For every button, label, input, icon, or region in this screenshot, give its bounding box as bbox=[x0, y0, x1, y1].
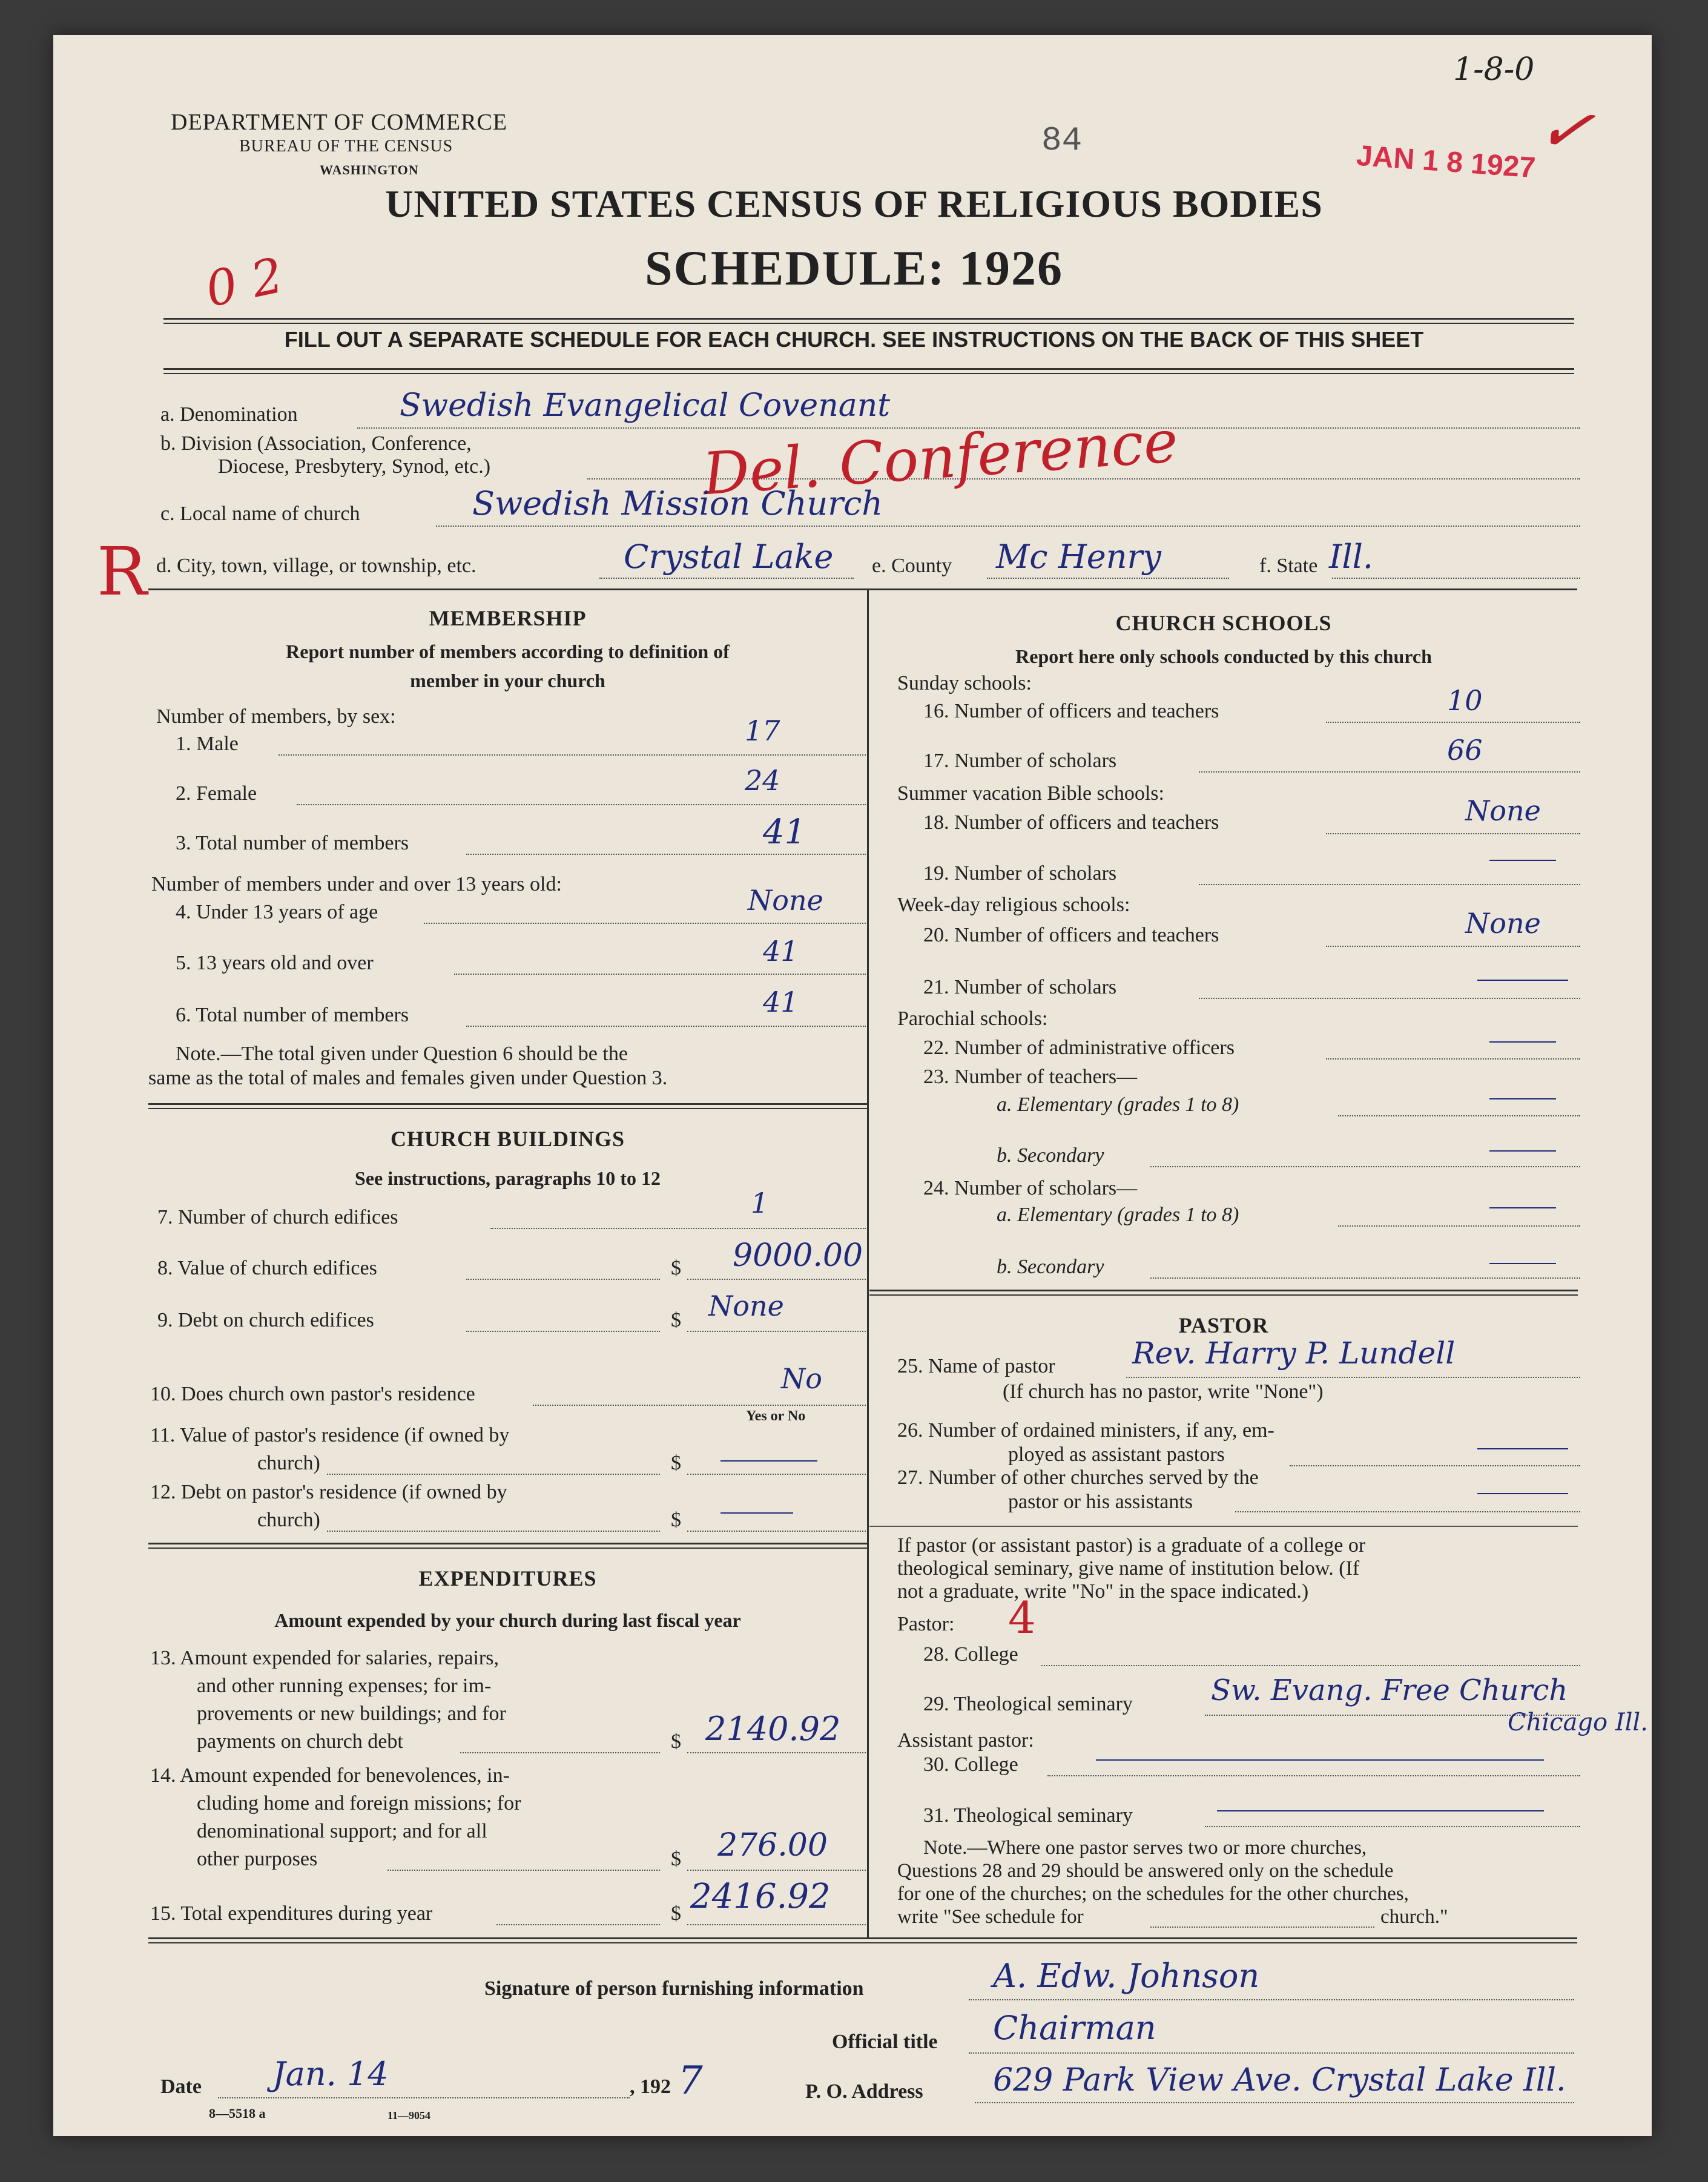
q29-label: 29. Theological seminary bbox=[923, 1693, 1133, 1715]
form-title: UNITED STATES CENSUS OF RELIGIOUS BODIES bbox=[385, 182, 1323, 225]
q14-value[interactable]: 276.00 bbox=[717, 1827, 828, 1864]
division-value[interactable]: Del. Conference bbox=[701, 407, 1180, 509]
q2-value[interactable]: 24 bbox=[745, 764, 780, 797]
q18-label: 18. Number of officers and teachers bbox=[923, 811, 1219, 834]
q13-label: 13. Amount expended for salaries, repairs, bbox=[150, 1647, 499, 1669]
schools-heading: CHURCH SCHOOLS bbox=[1115, 611, 1332, 635]
date-value[interactable]: Jan. 14 bbox=[272, 2055, 389, 2093]
q11-dollar: $ bbox=[671, 1452, 681, 1474]
q1-label: 1. Male bbox=[176, 733, 239, 755]
q24a-label: a. Elementary (grades 1 to 8) bbox=[997, 1204, 1239, 1226]
expenditures-intro: Amount expended by your church during last fiscal year bbox=[274, 1609, 741, 1631]
q25-label: 25. Name of pastor bbox=[897, 1355, 1055, 1377]
department-label: DEPARTMENT OF COMMERCE bbox=[171, 110, 508, 135]
q17-value[interactable]: 66 bbox=[1447, 734, 1483, 766]
q16-label: 16. Number of officers and teachers bbox=[923, 700, 1219, 722]
city-town-value[interactable]: Crystal Lake bbox=[624, 538, 834, 576]
q23a-dash bbox=[1489, 1098, 1556, 1099]
division-label: b. Division (Association, Conference, bbox=[160, 432, 472, 455]
r-mark: R bbox=[97, 533, 147, 610]
q13-label-4: payments on church debt bbox=[197, 1730, 403, 1753]
q31-dash bbox=[1217, 1810, 1544, 1811]
q24b-dash bbox=[1489, 1263, 1556, 1264]
weekday-schools-label: Week-day religious schools: bbox=[897, 894, 1130, 916]
signature-value[interactable]: A. Edw. Johnson bbox=[993, 1957, 1260, 1995]
q3-value[interactable]: 41 bbox=[763, 812, 806, 852]
summer-schools-label: Summer vacation Bible schools: bbox=[897, 782, 1164, 805]
state-label: f. State bbox=[1259, 555, 1318, 577]
graduate-instruction-3: not a graduate, write "No" in the space indicated.) bbox=[897, 1580, 1309, 1603]
q19-dash bbox=[1489, 860, 1556, 861]
official-title-value[interactable]: Chairman bbox=[993, 2009, 1156, 2047]
q23b-label: b. Secondary bbox=[997, 1144, 1104, 1167]
q3-label: 3. Total number of members bbox=[176, 832, 409, 854]
q28-label: 28. College bbox=[923, 1643, 1018, 1666]
q1-value[interactable]: 17 bbox=[745, 714, 780, 747]
sunday-schools-label: Sunday schools: bbox=[897, 672, 1032, 694]
q20-value[interactable]: None bbox=[1465, 907, 1541, 940]
pastor-note-4: write "See schedule for bbox=[897, 1906, 1084, 1928]
q8-dollar: $ bbox=[671, 1257, 681, 1279]
q29-value-location[interactable]: Chicago Ill. bbox=[1508, 1709, 1648, 1736]
q24-label: 24. Number of scholars— bbox=[923, 1177, 1138, 1199]
q7-value[interactable]: 1 bbox=[751, 1187, 769, 1219]
red-mark: 0 2 bbox=[200, 246, 288, 318]
form-number: 8—5518 a bbox=[209, 2106, 266, 2121]
assistant-pastor-subheading: Assistant pastor: bbox=[897, 1729, 1034, 1752]
q11-label: 11. Value of pastor's residence (if owned by bbox=[150, 1424, 510, 1446]
year-value[interactable]: 7 bbox=[678, 2058, 703, 2103]
bureau-label: BUREAU OF THE CENSUS bbox=[239, 137, 453, 156]
pastor-note-2: Questions 28 and 29 should be answered only on the schedule bbox=[897, 1860, 1394, 1882]
q11-label-cont: church) bbox=[257, 1452, 320, 1474]
received-date-stamp: JAN 1 8 1927 bbox=[1355, 139, 1537, 185]
po-address-label: P. O. Address bbox=[805, 2080, 923, 2103]
check-mark-icon: ✓ bbox=[1531, 86, 1600, 173]
q14-label-3: denominational support; and for all bbox=[197, 1820, 487, 1842]
q26-dash bbox=[1477, 1448, 1568, 1449]
q23-label: 23. Number of teachers— bbox=[923, 1066, 1138, 1088]
q7-label: 7. Number of church edifices bbox=[157, 1206, 398, 1228]
q13-label-2: and other running expenses; for im- bbox=[197, 1675, 492, 1697]
q4-label: 4. Under 13 years of age bbox=[176, 901, 378, 923]
print-number: 11—9054 bbox=[387, 2109, 431, 2121]
q24a-dash bbox=[1489, 1207, 1556, 1208]
pastor-heading: PASTOR bbox=[1178, 1313, 1269, 1337]
q13-value[interactable]: 2140.92 bbox=[705, 1710, 841, 1748]
division-label-cont: Diocese, Presbytery, Synod, etc.) bbox=[218, 455, 491, 478]
q15-value[interactable]: 2416.92 bbox=[690, 1877, 831, 1916]
q30-label: 30. College bbox=[923, 1753, 1018, 1776]
city-town-label: d. City, town, village, or township, etc. bbox=[156, 555, 476, 577]
q5-value[interactable]: 41 bbox=[763, 935, 799, 967]
form-subtitle: SCHEDULE: 1926 bbox=[645, 240, 1063, 295]
signature-label: Signature of person furnishing information bbox=[484, 1977, 864, 2000]
q10-value[interactable]: No bbox=[781, 1362, 822, 1395]
q29-value[interactable]: Sw. Evang. Free Church bbox=[1211, 1673, 1568, 1707]
q22-dash bbox=[1489, 1041, 1556, 1043]
q12-label: 12. Debt on pastor's residence (if owned by bbox=[150, 1481, 507, 1503]
q14-dollar: $ bbox=[671, 1848, 681, 1870]
pastor-mark: 4 bbox=[1008, 1592, 1036, 1643]
schools-intro: Report here only schools conducted by this church bbox=[1015, 645, 1432, 667]
local-name-value[interactable]: Swedish Mission Church bbox=[472, 484, 883, 522]
q14-label: 14. Amount expended for benevolences, in- bbox=[150, 1764, 510, 1787]
po-address-value[interactable]: 629 Park View Ave. Crystal Lake Ill. bbox=[993, 2062, 1566, 2098]
q17-label: 17. Number of scholars bbox=[923, 750, 1117, 772]
q27-label-cont: pastor or his assistants bbox=[1008, 1491, 1193, 1513]
q25-value[interactable]: Rev. Harry P. Lundell bbox=[1132, 1336, 1456, 1371]
county-value[interactable]: Mc Henry bbox=[996, 538, 1161, 576]
q22-label: 22. Number of administrative officers bbox=[923, 1037, 1235, 1059]
members-by-sex-label: Number of members, by sex: bbox=[156, 705, 396, 728]
q13-dollar: $ bbox=[671, 1730, 681, 1753]
q27-dash bbox=[1477, 1493, 1568, 1494]
pastor-note: Note.—Where one pastor serves two or more churches, bbox=[923, 1837, 1367, 1859]
pastor-note-3: for one of the churches; on the schedules for the other churches, bbox=[897, 1883, 1409, 1905]
q31-label: 31. Theological seminary bbox=[923, 1804, 1133, 1827]
q20-label: 20. Number of officers and teachers bbox=[923, 924, 1219, 946]
pastor-subheading: Pastor: bbox=[897, 1613, 955, 1635]
q12-dash bbox=[720, 1512, 793, 1514]
q15-label: 15. Total expenditures during year bbox=[150, 1902, 433, 1925]
members-by-age-label: Number of members under and over 13 years old: bbox=[151, 873, 562, 895]
separate-schedule-instruction: FILL OUT A SEPARATE SCHEDULE FOR EACH CHURCH. SEE INSTRUCTIONS ON THE BACK OF THIS SHEET bbox=[284, 327, 1424, 352]
local-name-label: c. Local name of church bbox=[160, 503, 360, 525]
q2-label: 2. Female bbox=[176, 782, 257, 805]
q18-value[interactable]: None bbox=[1465, 794, 1541, 827]
q16-value[interactable]: 10 bbox=[1447, 684, 1483, 717]
schedule-number: 84 bbox=[1041, 121, 1083, 160]
q23a-label: a. Elementary (grades 1 to 8) bbox=[997, 1093, 1239, 1116]
q25-note: (If church has no pastor, write "None") bbox=[1003, 1380, 1324, 1403]
corner-mark: 1-8-0 bbox=[1453, 51, 1535, 88]
q9-value[interactable]: None bbox=[708, 1290, 784, 1322]
pastor-note-5: church." bbox=[1380, 1906, 1448, 1928]
q6-label: 6. Total number of members bbox=[176, 1004, 409, 1026]
denomination-value[interactable]: Swedish Evangelical Covenant bbox=[400, 387, 891, 424]
q6-value[interactable]: 41 bbox=[763, 986, 799, 1018]
q14-label-2: cluding home and foreign missions; for bbox=[197, 1792, 521, 1814]
q30-dash bbox=[1096, 1759, 1544, 1761]
q9-label: 9. Debt on church edifices bbox=[157, 1309, 374, 1331]
city-label: WASHINGTON bbox=[320, 162, 419, 177]
graduate-instruction-2: theological seminary, give name of institution below. (If bbox=[897, 1557, 1360, 1580]
membership-intro-cont: member in your church bbox=[410, 670, 605, 691]
q13-label-3: provements or new buildings; and for bbox=[197, 1702, 506, 1725]
expenditures-heading: EXPENDITURES bbox=[418, 1566, 597, 1590]
graduate-instruction: If pastor (or assistant pastor) is a graduate of a college or bbox=[897, 1534, 1366, 1557]
q12-label-cont: church) bbox=[257, 1509, 320, 1531]
q4-value[interactable]: None bbox=[748, 884, 823, 917]
buildings-intro: See instructions, paragraphs 10 to 12 bbox=[355, 1167, 661, 1189]
q8-value[interactable]: 9000.00 bbox=[733, 1238, 863, 1274]
membership-intro: Report number of members according to definition of bbox=[286, 641, 730, 662]
membership-heading: MEMBERSHIP bbox=[429, 606, 587, 630]
q14-label-4: other purposes bbox=[197, 1848, 318, 1870]
q23b-dash bbox=[1489, 1150, 1556, 1152]
year-label: , 192 bbox=[630, 2075, 671, 2098]
denomination-label: a. Denomination bbox=[160, 403, 298, 426]
county-label: e. County bbox=[872, 555, 952, 577]
q15-dollar: $ bbox=[671, 1902, 681, 1925]
parochial-schools-label: Parochial schools: bbox=[897, 1007, 1048, 1030]
state-value[interactable]: Ill. bbox=[1329, 538, 1374, 576]
q27-label: 27. Number of other churches served by the bbox=[897, 1466, 1259, 1489]
q26-label-cont: ployed as assistant pastors bbox=[1008, 1443, 1225, 1466]
buildings-heading: CHURCH BUILDINGS bbox=[390, 1127, 625, 1151]
q26-label: 26. Number of ordained ministers, if any, em- bbox=[897, 1419, 1274, 1442]
q21-label: 21. Number of scholars bbox=[923, 976, 1117, 998]
q11-dash bbox=[720, 1460, 817, 1462]
yes-or-no-hint: Yes or No bbox=[746, 1408, 806, 1424]
q12-dollar: $ bbox=[671, 1509, 681, 1531]
q21-dash bbox=[1477, 980, 1568, 981]
q10-label: 10. Does church own pastor's residence bbox=[150, 1383, 475, 1405]
membership-note: Note.—The total given under Question 6 should be the bbox=[176, 1043, 628, 1065]
date-label: Date bbox=[160, 2075, 202, 2098]
q5-label: 5. 13 years old and over bbox=[176, 952, 374, 974]
official-title-label: Official title bbox=[832, 2031, 938, 2053]
q8-label: 8. Value of church edifices bbox=[157, 1257, 377, 1279]
membership-note-cont: same as the total of males and females given under Question 3. bbox=[148, 1067, 668, 1089]
q9-dollar: $ bbox=[671, 1309, 681, 1331]
q19-label: 19. Number of scholars bbox=[923, 862, 1117, 885]
q24b-label: b. Secondary bbox=[997, 1256, 1104, 1278]
